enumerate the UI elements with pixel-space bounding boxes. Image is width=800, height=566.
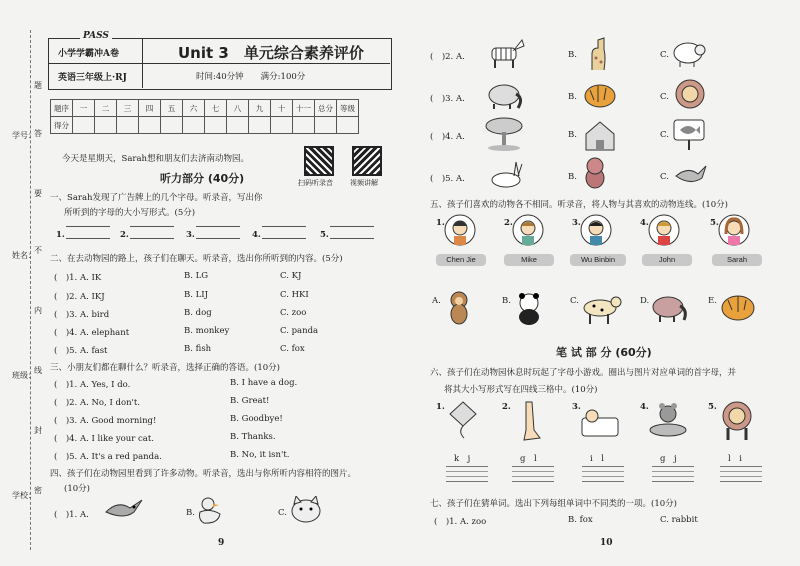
q4-option[interactable]: ( )3. A.	[430, 94, 465, 104]
q2-option[interactable]: C. panda	[280, 326, 319, 336]
q3-prompt: 三、小朋友们都在聊什么？听录音，选择正确的答语。(10分)	[50, 363, 280, 373]
qr-label: 视频讲解	[350, 179, 378, 187]
giraffe-icon[interactable]	[584, 36, 610, 72]
seal-char: 题	[34, 81, 42, 90]
answer-line[interactable]	[330, 238, 374, 239]
q2-option[interactable]: ( )1. A. IK	[54, 273, 102, 283]
tiger-icon[interactable]	[718, 292, 758, 324]
q4-option[interactable]: ( )1. A.	[54, 510, 89, 520]
leopard-icon[interactable]	[580, 292, 622, 326]
qr-label: 扫码听录音	[298, 179, 333, 187]
q4-option[interactable]: B.	[568, 50, 577, 60]
divider	[142, 38, 143, 88]
q4-option[interactable]: C.	[660, 50, 669, 60]
q6-choice[interactable]: k j	[454, 454, 471, 464]
seal-char: 不	[34, 246, 42, 255]
q5-letter: A.	[432, 296, 441, 306]
q6-choice[interactable]: l i	[728, 454, 742, 464]
page-title: Unit 3 单元综合素养评价	[178, 44, 364, 62]
zebra-icon[interactable]	[486, 38, 526, 70]
q5-num: 2.	[504, 218, 513, 228]
score-header: 八	[227, 100, 249, 117]
q7-prompt: 七、孩子们在猜单词。选出下列每组单词中不同类的一项。(10分)	[430, 499, 677, 509]
listening-section-title: 听力部分 (40分)	[160, 172, 245, 185]
divider	[48, 63, 390, 64]
q2-option[interactable]: C. fox	[280, 344, 305, 354]
four-line-grid[interactable]	[652, 466, 694, 482]
leg-icon[interactable]	[516, 400, 542, 442]
brand-logo: PASS	[80, 31, 112, 41]
q5-num: 5.	[710, 218, 719, 228]
q3-option[interactable]: B. Thanks.	[230, 432, 276, 442]
score-header: 等级	[337, 100, 359, 117]
q1-num: 1.	[56, 230, 65, 240]
q6-prompt-2: 将其大小写形式写在四线三格中。(10分)	[444, 385, 598, 395]
elephant-icon[interactable]	[650, 292, 690, 324]
page-number: 9	[218, 538, 225, 548]
name-label: 姓名：	[12, 251, 36, 260]
q1-num: 3.	[186, 230, 195, 240]
score-cell[interactable]	[139, 117, 161, 134]
q1-prompt: 一、Sarah发现了广告牌上的几个字母。听录音，写出你	[50, 193, 263, 203]
book-title: 小学学霸冲A卷	[58, 49, 119, 59]
q2-option[interactable]: ( )3. A. bird	[54, 310, 110, 320]
q2-option[interactable]: B. LG	[184, 271, 209, 281]
q1-num: 4.	[252, 230, 261, 240]
score-cell[interactable]	[95, 117, 117, 134]
score-row-label: 得分	[51, 117, 73, 134]
score-cell[interactable]	[271, 117, 293, 134]
answer-line[interactable]	[330, 226, 374, 227]
house-icon[interactable]	[582, 118, 618, 152]
q2-option[interactable]: B. monkey	[184, 326, 230, 336]
q6-num: 2.	[502, 402, 511, 412]
q3-option[interactable]: B. Goodbye!	[230, 414, 283, 424]
score-cell[interactable]	[161, 117, 183, 134]
q4-option[interactable]: ( )4. A.	[430, 132, 465, 142]
q3-option[interactable]: B. I have a dog.	[230, 378, 298, 388]
seal-char: 答	[34, 129, 42, 138]
answer-line[interactable]	[262, 238, 306, 239]
score-cell[interactable]	[293, 117, 315, 134]
class-label: 班级：	[12, 371, 36, 380]
cut-line	[30, 30, 31, 550]
answer-line[interactable]	[262, 226, 306, 227]
bird-icon[interactable]	[674, 162, 708, 188]
lion-icon[interactable]	[674, 78, 706, 110]
q4-option[interactable]: C.	[660, 92, 669, 102]
q5-prompt: 五、孩子们喜欢的动物各不相同。听录音，将人物与其喜欢的动物连线。(10分)	[430, 200, 728, 210]
panda-icon[interactable]	[514, 292, 544, 326]
answer-line[interactable]	[196, 226, 240, 227]
q5-num: 1.	[436, 218, 445, 228]
four-line-grid[interactable]	[446, 466, 488, 482]
answer-line[interactable]	[130, 238, 174, 239]
q2-option[interactable]: ( )2. A. IKJ	[54, 292, 105, 302]
q2-option[interactable]: B. fish	[184, 344, 212, 354]
q1-num: 5.	[320, 230, 329, 240]
score-header: 十	[271, 100, 293, 117]
q2-prompt: 二、在去动物园的路上，孩子们在聊天。听录音，选出你所听到的内容。(5分)	[50, 254, 343, 264]
q5-num: 4.	[640, 218, 649, 228]
bed-icon[interactable]	[578, 402, 622, 442]
q4-option[interactable]: C.	[660, 172, 669, 182]
tiger-icon[interactable]	[582, 82, 618, 110]
qr-code-icon[interactable]	[352, 146, 382, 176]
pig-icon[interactable]	[484, 116, 524, 152]
score-cell[interactable]	[73, 117, 95, 134]
seal-char: 内	[34, 306, 42, 315]
q4-option[interactable]: C.	[660, 130, 669, 140]
q2-option[interactable]: C. KJ	[280, 271, 302, 281]
four-line-grid[interactable]	[582, 466, 624, 482]
q4-option[interactable]: ( )5. A.	[430, 174, 465, 184]
q1-num: 2.	[120, 230, 129, 240]
q6-choice[interactable]: g l	[520, 454, 537, 464]
q5-letter: D.	[640, 296, 650, 306]
answer-line[interactable]	[66, 238, 110, 239]
q3-option[interactable]: ( )5. A. It's a red panda.	[54, 452, 162, 462]
score-cell[interactable]	[337, 117, 359, 134]
q3-option[interactable]: B. No, it isn't.	[230, 450, 290, 460]
name-tag: Chen Jie	[436, 254, 486, 266]
q6-prompt: 六、孩子们在动物园休息时玩起了字母小游戏。圈出与图片对应单词的首字母，并	[430, 368, 737, 378]
q2-option[interactable]: ( )4. A. elephant	[54, 328, 130, 338]
q6-num: 5.	[708, 402, 717, 412]
q4-prompt: 四、孩子们在动物园里看到了许多动物。听录音，选出与你所听内容相符的图片。	[50, 469, 357, 479]
answer-line[interactable]	[130, 226, 174, 227]
score-header: 三	[117, 100, 139, 117]
name-tag: Mike	[504, 254, 554, 266]
q4-score: (10分)	[64, 484, 90, 494]
q4-option[interactable]: B.	[568, 172, 577, 182]
score-header: 题序	[51, 100, 73, 117]
score-cell[interactable]	[315, 117, 337, 134]
q6-choice[interactable]: i l	[590, 454, 604, 464]
q4-option[interactable]: B.	[568, 92, 577, 102]
child-avatar	[580, 214, 612, 246]
rabbit-icon[interactable]	[486, 160, 526, 190]
q6-num: 4.	[640, 402, 649, 412]
q4-option[interactable]: C.	[278, 508, 287, 518]
q1-prompt-2: 所听到的字母的大小写形式。(5分)	[64, 208, 196, 218]
kite-icon[interactable]	[448, 400, 478, 440]
score-header: 六	[183, 100, 205, 117]
book-subtitle: 英语三年级上·RJ	[58, 73, 127, 83]
answer-line[interactable]	[196, 238, 240, 239]
q3-option[interactable]: ( )1. A. Yes, I do.	[54, 380, 131, 390]
q2-option[interactable]: B. LIJ	[184, 290, 209, 300]
dog-icon[interactable]	[580, 156, 610, 190]
score-cell[interactable]	[249, 117, 271, 134]
score-header: 五	[161, 100, 183, 117]
score-cell[interactable]	[205, 117, 227, 134]
q7-option[interactable]: ( )1. A. zoo	[434, 517, 487, 527]
monkey-icon[interactable]	[444, 290, 474, 326]
score-header: 总分	[315, 100, 337, 117]
answer-line[interactable]	[66, 226, 110, 227]
score-header: 一	[73, 100, 95, 117]
intro-text: 今天是星期天，Sarah想和朋友们去济南动物园。	[62, 154, 249, 164]
page-number: 10	[600, 538, 613, 548]
child-avatar	[444, 214, 476, 246]
q6-choice[interactable]: g j	[660, 454, 677, 464]
q2-option[interactable]: ( )5. A. fast	[54, 346, 108, 356]
score-header: 十一	[293, 100, 315, 117]
q2-option[interactable]: B. dog	[184, 308, 212, 318]
score-cell[interactable]	[183, 117, 205, 134]
school-label: 学校：	[12, 491, 36, 500]
score-header: 四	[139, 100, 161, 117]
child-avatar	[512, 214, 544, 246]
student-id-label: 学号：	[12, 131, 36, 140]
seal-char: 封	[34, 426, 42, 435]
q5-letter: E.	[708, 296, 717, 306]
bird-icon[interactable]	[104, 494, 144, 524]
q3-option[interactable]: B. Great!	[230, 396, 270, 406]
q7-option[interactable]: B. fox	[568, 515, 593, 525]
name-tag: John	[642, 254, 692, 266]
duck-icon[interactable]	[196, 494, 224, 526]
q3-option[interactable]: ( )2. A. No, I don't.	[54, 398, 140, 408]
score-cell[interactable]	[227, 117, 249, 134]
q4-option[interactable]: B.	[186, 508, 195, 518]
score-header: 二	[95, 100, 117, 117]
q2-option[interactable]: C. zoo	[280, 308, 307, 318]
child-avatar	[648, 214, 680, 246]
q7-option[interactable]: C. rabbit	[660, 515, 698, 525]
fish-sign-icon[interactable]	[670, 118, 708, 152]
q3-option[interactable]: ( )3. A. Good morning!	[54, 416, 157, 426]
name-tag: Sarah	[712, 254, 762, 266]
elephant-icon[interactable]	[484, 80, 524, 110]
sheep-icon[interactable]	[670, 38, 708, 68]
q4-option[interactable]: B.	[568, 130, 577, 140]
q4-option[interactable]: ( )2. A.	[430, 52, 465, 62]
four-line-grid[interactable]	[720, 466, 762, 482]
score-header: 九	[249, 100, 271, 117]
q6-num: 3.	[572, 402, 581, 412]
lion-icon[interactable]	[718, 400, 756, 442]
cat-icon[interactable]	[288, 496, 324, 524]
score-cell[interactable]	[117, 117, 139, 134]
name-tag: Wu Binbin	[570, 254, 626, 266]
q5-letter: B.	[502, 296, 511, 306]
q5-letter: C.	[570, 296, 579, 306]
child-avatar	[718, 214, 750, 246]
mouse-icon[interactable]	[648, 400, 690, 442]
score-table	[50, 99, 359, 134]
score-header: 七	[205, 100, 227, 117]
written-section-title: 笔 试 部 分 (60分)	[556, 346, 652, 359]
seal-char: 密	[34, 486, 42, 495]
seal-char: 线	[34, 366, 42, 375]
q6-num: 1.	[436, 402, 445, 412]
q3-option[interactable]: ( )4. A. I like your cat.	[54, 434, 154, 444]
qr-code-icon[interactable]	[304, 146, 334, 176]
four-line-grid[interactable]	[512, 466, 554, 482]
q2-option[interactable]: C. HKI	[280, 290, 309, 300]
q5-num: 3.	[572, 218, 581, 228]
time-info: 时间:40分钟 满分:100分	[196, 72, 306, 82]
seal-char: 要	[34, 189, 42, 198]
